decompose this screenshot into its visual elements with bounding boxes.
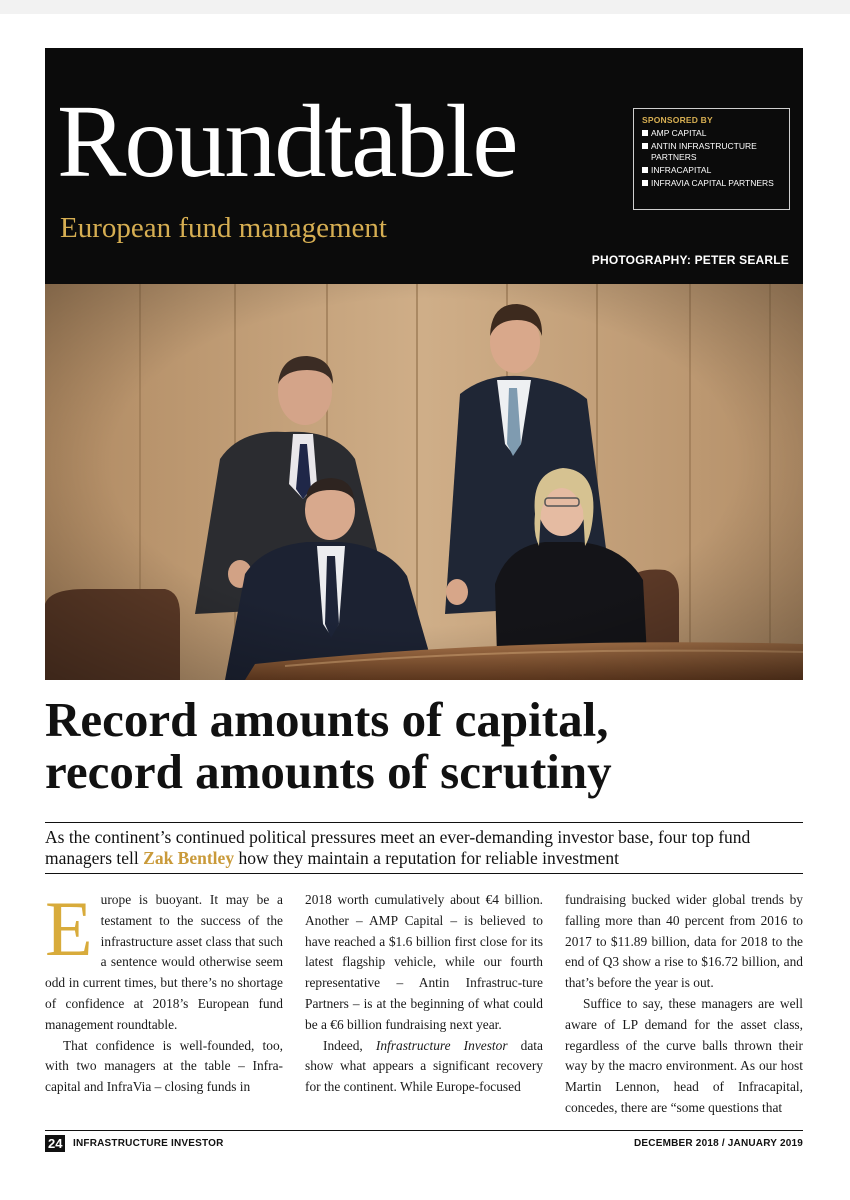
paragraph-text: Indeed, bbox=[323, 1037, 376, 1053]
sponsor-item bbox=[642, 165, 781, 176]
section-subtitle: European fund management bbox=[60, 212, 387, 244]
square-bullet-icon bbox=[642, 167, 648, 173]
paragraph-text-end: data show what appears a significant recovery for the continent. While Europe-focused bbox=[305, 1037, 543, 1095]
publication-title-italic: Infrastructure Investor bbox=[375, 1037, 508, 1053]
sponsor-box bbox=[633, 108, 790, 210]
standfirst-text: As the continent’s continued political pressures meet an ever-demanding investor base, four top fund managers tell bbox=[45, 827, 751, 868]
body-paragraph bbox=[305, 1036, 543, 1098]
body-column-3 bbox=[565, 890, 803, 1119]
sponsor-item bbox=[642, 178, 781, 189]
sponsor-item bbox=[642, 128, 781, 139]
page-footer bbox=[45, 1130, 803, 1152]
group-photo-illustration bbox=[45, 284, 803, 680]
body-paragraph: Suffice to say, these managers are well aware of LP demand for the asset class, regardless of the curve balls thrown their way by the macro environment. As our host Martin Lennon, head of Infracapital, concedes, there are “some questions that bbox=[565, 995, 803, 1115]
paragraph-text: urope is buoyant. It may be a testament to the success of the infrastructure asset class that such a sentence would otherwise seem odd in current times, but there’s no shortage of confidence at 2018’s European fund management roundtable. bbox=[45, 892, 283, 1032]
square-bullet-icon bbox=[642, 143, 648, 149]
square-bullet-icon bbox=[642, 180, 648, 186]
headline-line-1: Record amounts of capital, bbox=[45, 692, 609, 747]
publication-name: INFRASTRUCTURE INVESTOR bbox=[73, 1138, 224, 1149]
body-paragraph: fundraising bucked wider global trends by falling more than 40 percent from 2016 to 2017 to $11.89 billion, data for 2018 to the end of Q3 show a rise to $16.72 billion, and that’s before the year is out. bbox=[565, 892, 803, 991]
standfirst-text-end: how they maintain a reputation for reliable investment bbox=[234, 848, 619, 868]
body-paragraph: That confidence is well-founded, too, with two managers at the table – Infra-capital and InfraVia – closing funds in bbox=[45, 1037, 283, 1095]
body-column-1 bbox=[45, 885, 283, 1098]
photo-credit: PHOTOGRAPHY: PETER SEARLE bbox=[591, 253, 789, 267]
sponsor-name: INFRAVIA CAPITAL PARTNERS bbox=[651, 178, 774, 188]
sponsor-name: ANTIN INFRASTRUCTURE PARTNERS bbox=[651, 141, 757, 162]
headline-line-2: record amounts of scrutiny bbox=[45, 744, 612, 799]
roundtable-group-photo bbox=[45, 284, 803, 680]
square-bullet-icon bbox=[642, 130, 648, 136]
page-top-edge bbox=[0, 0, 850, 14]
drop-cap: E bbox=[45, 885, 93, 972]
body-column-2 bbox=[305, 890, 543, 1098]
author-name: Zak Bentley bbox=[143, 848, 235, 868]
sponsor-item bbox=[642, 141, 781, 163]
sponsor-name: INFRACAPITAL bbox=[651, 165, 712, 175]
article-headline bbox=[45, 694, 805, 798]
sponsor-heading: SPONSORED BY bbox=[642, 115, 713, 125]
body-paragraph: 2018 worth cumulatively about €4 billion. Another – AMP Capital – is believed to have reached a $1.6 billion first close for its latest flagship vehicle, while our fourth representative – Antin Infrastruc-ture Partners – is at the beginning of what could be a €6 billion fundraising next year. bbox=[305, 892, 543, 1032]
section-title: Roundtable bbox=[57, 84, 517, 199]
sponsor-list bbox=[642, 128, 781, 189]
masthead bbox=[45, 48, 803, 284]
body-paragraph bbox=[45, 885, 283, 1036]
sponsor-name: AMP CAPITAL bbox=[651, 128, 707, 138]
page-number: 24 bbox=[45, 1135, 65, 1152]
standfirst bbox=[45, 822, 803, 874]
issue-date: DECEMBER 2018 / JANUARY 2019 bbox=[634, 1138, 803, 1149]
